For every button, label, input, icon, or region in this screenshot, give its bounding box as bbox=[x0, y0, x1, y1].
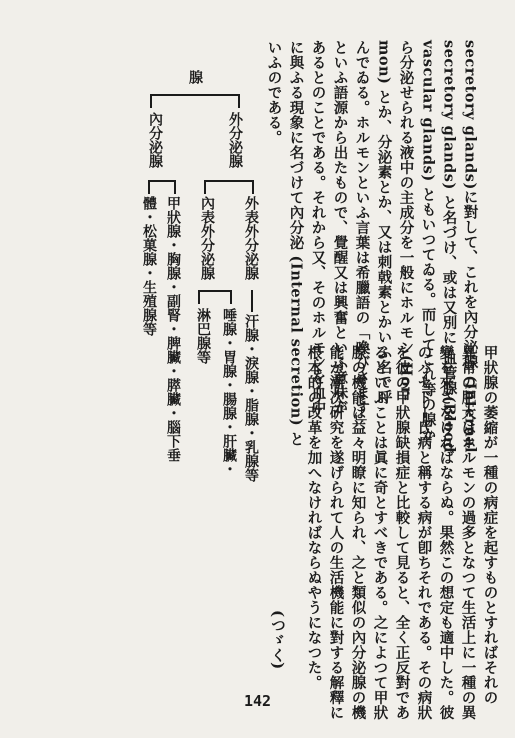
diagram-bracket bbox=[150, 94, 152, 108]
diagram-internal: 內分泌腺 bbox=[147, 112, 163, 168]
diagram-external: 外分泌腺 bbox=[227, 112, 243, 168]
text-line: 能が漸次研究を遂げられて人の生活機能に對する解釋に bbox=[327, 345, 345, 720]
text-line: secretory glands)に對して、これを內分泌腺 (Internal bbox=[461, 40, 479, 454]
text-line: いふのである。 bbox=[265, 40, 283, 145]
diagram-bracket bbox=[198, 290, 232, 292]
diagram-bracket bbox=[252, 180, 254, 194]
diagram-internal-surface-items: 淋巴腺等 bbox=[195, 308, 211, 364]
diagram-bracket bbox=[150, 94, 240, 96]
text-line: 甲狀腺の萎縮が一種の病症を起すものとすればそれの bbox=[481, 345, 499, 705]
diagram-internal-surface-items: 唾腺・胃腺・腸腺・肝臟・ bbox=[221, 308, 237, 476]
diagram-bracket bbox=[204, 180, 206, 194]
diagram-bracket bbox=[174, 180, 176, 194]
diagram-internal-items: 體・松菓腺・生殖腺等 bbox=[141, 196, 157, 336]
text-line: に與ふる現象に名づけて內分泌 (Internal secretion) と bbox=[287, 40, 305, 447]
diagram-dash bbox=[251, 290, 253, 312]
diagram-bracket bbox=[204, 180, 254, 182]
text-line: 根本的の改革を加へなければならぬやうになつた。 bbox=[305, 345, 323, 690]
page-number: 142 bbox=[243, 692, 272, 710]
continued-mark: (つゞく) bbox=[269, 610, 287, 670]
text-line: 腺の機能は益々明瞭に知られ、之と類似の內分泌腺の機 bbox=[349, 345, 367, 720]
diagram-external-surface-items: 汗腺・淚腺・脂腺・乳腺等 bbox=[243, 314, 259, 482]
diagram-bracket bbox=[238, 94, 240, 108]
diagram-bracket bbox=[230, 290, 232, 304]
diagram-bracket bbox=[148, 180, 176, 182]
text-line: るといふことは眞に奇とすべきである。之によつて甲狀 bbox=[371, 345, 389, 720]
diagram-bracket bbox=[198, 290, 200, 304]
text-line: といふ語源から出たもので、覺醒又は興奮といふ意味が bbox=[331, 40, 349, 415]
text-line: ら分泌せられる液中の主成分を一般にホルモン(Hor- bbox=[397, 40, 415, 402]
text-line: 異常の肥大はホルモンの過多となつて生活上に一種の異 bbox=[459, 345, 477, 720]
text-line: んでゐる。ホルモンといふ言葉は希臘語の「喚びさます」 bbox=[353, 40, 371, 430]
text-line: のバセドー氏病と稱する病が卽ちそれである。その病狀 bbox=[415, 345, 433, 720]
text-line: mon) とか、分泌素とか、又は刺戟素とかいふ名で呼 bbox=[375, 40, 393, 405]
text-line: secretory glands) と名づけ、或は又別に 血管腺(Blood bbox=[440, 40, 458, 454]
diagram-internal-items: 甲狀腺・胸腺・副腎・脾臟・膵臟・腦下垂 bbox=[165, 196, 181, 462]
diagram-external-surface: 外表外分泌腺 bbox=[243, 196, 259, 280]
diagram-bracket bbox=[148, 180, 150, 194]
text-line: 變を來さなければならぬ。果然この想定も適中した。彼 bbox=[437, 345, 455, 720]
diagram-root: 腺 bbox=[187, 70, 203, 84]
diagram-internal-surface: 內表外分泌腺 bbox=[199, 196, 215, 280]
text-line: あるとのことである。それから又、そのホルモンを血中 bbox=[309, 40, 327, 415]
text-line: を彼の甲狀腺缺損症と比較して見ると、全く正反對であ bbox=[393, 345, 411, 720]
text-line: vascular glands) ともいつてゐる。而してこれ等の腺か bbox=[419, 40, 437, 443]
